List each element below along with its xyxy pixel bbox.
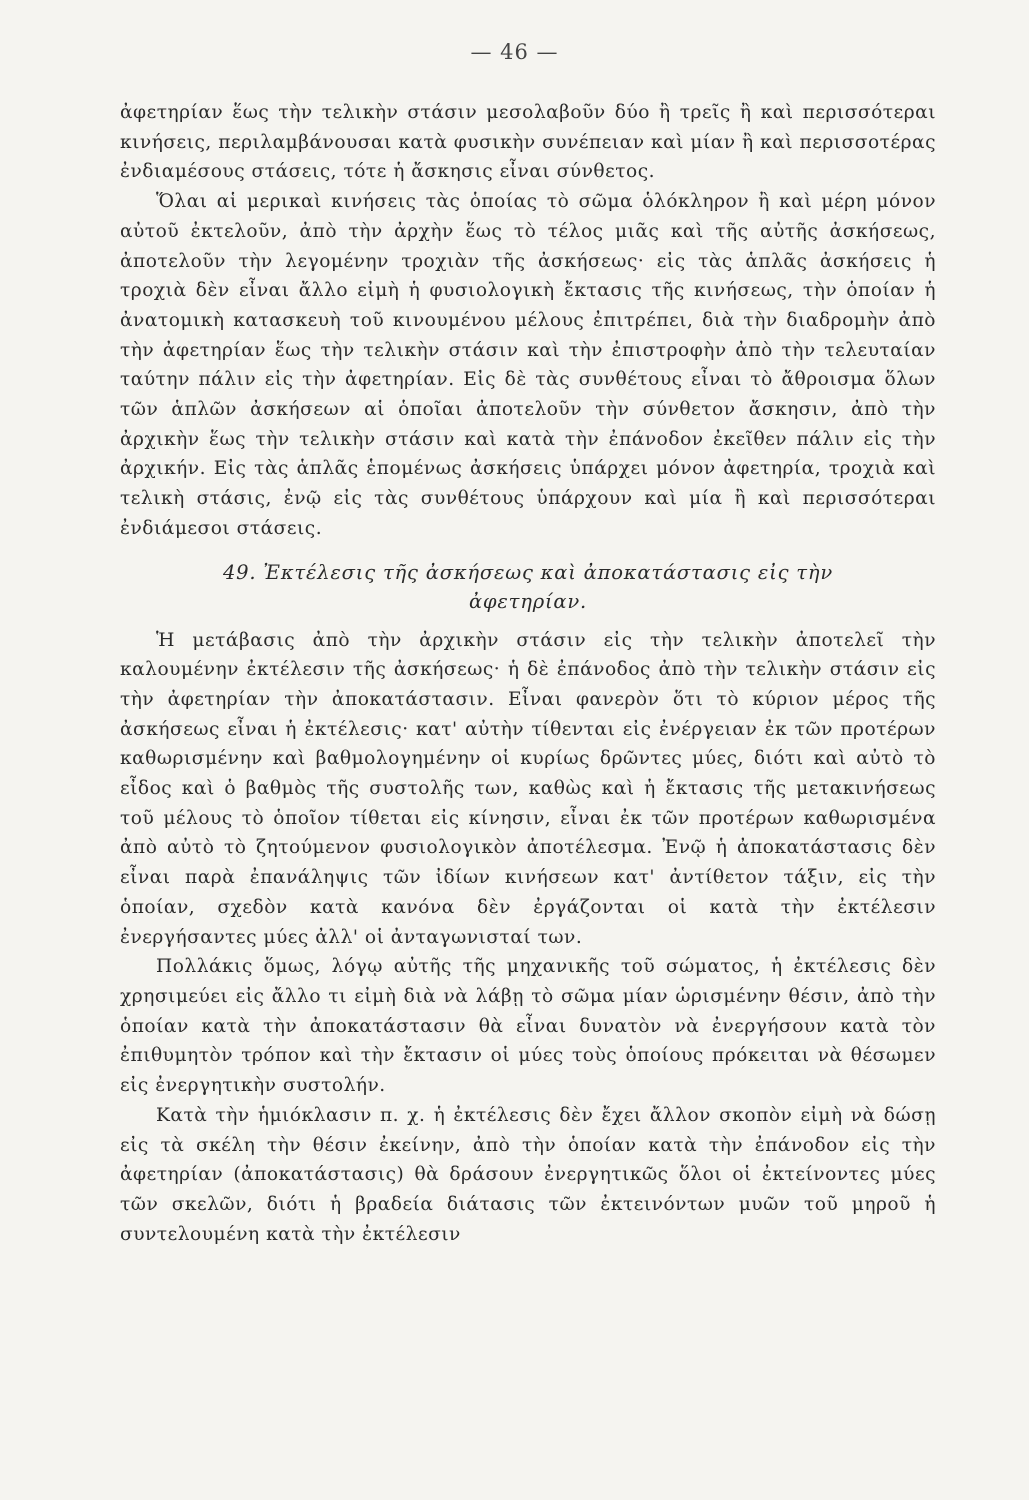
- section-heading: 49. Ἐκτέλεσις τῆς ἀσκήσεως καὶ ἀποκατάστασις εἰς τὴν ἀφετηρίαν.: [222, 560, 834, 613]
- paragraph-mechanics: Πολλάκις ὅμως, λόγῳ αὐτῆς τῆς μηχανικῆς τοῦ σώματος, ἡ ἐκτέλεσις δὲν χρησιμεύει εἰς ἄλλο τι εἰμὴ διὰ νὰ λάβῃ τὸ σῶμα μίαν ὡρισμένην θέσιν, ἀπὸ τὴν ὁποίαν κατὰ τὴν ἀποκατάστασιν θὰ εἶναι δυνατὸν νὰ ἐνεργήσουν κατὰ τὸν ἐπιθυμητὸν τρόπον καὶ τὴν ἔκτασιν οἱ μύες τοὺς ὁποίους πρόκειται νὰ θέσωμεν εἰς ἐνεργητικὴν συστολήν.: [120, 956, 936, 1097]
- page-number: — 46 —: [470, 40, 559, 64]
- paragraph-execution: Ἡ μετάβασις ἀπὸ τὴν ἀρχικὴν στάσιν εἰς τὴν τελικὴν ἀποτελεῖ τὴν καλουμένην ἐκτέλεσιν τῆς ἀσκήσεως· ἡ δὲ ἐπάνοδος ἀπὸ τὴν τελικὴν στάσιν εἰς τὴν ἀφετηρίαν τὴν ἀποκατάστασιν. Εἶναι φανερὸν ὅτι τὸ κύριον μέρος τῆς ἀσκήσεως εἶναι ἡ ἐκτέλεσις· κατ' αὐτὴν τίθενται εἰς ἐνέργειαν ἐκ τῶν προτέρων καθωρισμένην καὶ βαθμολογημένην οἱ κυρίως δρῶντες μύες, διότι καὶ αὐτὸ τὸ εἶδος καὶ ὁ βαθμὸς τῆς συστολῆς των, καθὼς καὶ ἡ ἔκτασις τῆς μετακινήσεως τοῦ μέλους τὸ ὁποῖον τίθεται εἰς κίνησιν, εἶναι ἐκ τῶν προτέρων καθωρισμένα ἀπὸ αὐτὸ τὸ ζητούμενον φυσιολογικὸν ἀποτέλεσμα. Ἐνῷ ἡ ἀποκατάστασις δὲν εἶναι παρὰ ἐπανάληψις τῶν ἰδίων κινήσεων κατ' ἀντίθετον τάξιν, εἰς τὴν ὁποίαν, σχεδὸν κατὰ κανόνα δὲν ἐργάζονται οἱ κατὰ τὴν ἐκτέλεσιν ἐνεργήσαντες μύες ἀλλ' οἱ ἀνταγωνισταί των.: [120, 629, 936, 948]
- body-text: [120, 98, 936, 1249]
- paragraph-trajectory: Ὅλαι αἱ μερικαὶ κινήσεις τὰς ὁποίας τὸ σῶμα ὁλόκληρον ἢ καὶ μέρη μόνον αὐτοῦ ἐκτελοῦν, ἀπὸ τὴν ἀρχὴν ἕως τὸ τέλος μιᾶς καὶ τῆς αὐτῆς ἀσκήσεως, ἀποτελοῦν τὴν λεγομένην τροχιὰν τῆς ἀσκήσεως· εἰς τὰς ἁπλᾶς ἀσκήσεις ἡ τροχιὰ δὲν εἶναι ἄλλο εἰμὴ ἡ φυσιολογικὴ ἔκτασις τῆς κινήσεως, τὴν ὁποίαν ἡ ἀνατομικὴ κατασκευὴ τοῦ κινουμένου μέλους ἐπιτρέπει, διὰ τὴν διαδρομὴν ἀπὸ τὴν ἀφετηρίαν ἕως τὴν τελικὴν στάσιν καὶ τὴν ἐπιστροφὴν ἀπὸ τὴν τελευταίαν ταύτην πάλιν εἰς τὴν ἀφετηρίαν. Εἰς δὲ τὰς συνθέτους εἶναι τὸ ἄθροισμα ὅλων τῶν ἁπλῶν ἀσκήσεων αἱ ὁποῖαι ἀποτελοῦν τὴν σύνθετον ἄσκησιν, ἀπὸ τὴν ἀρχικὴν ἕως τὴν τελικὴν στάσιν καὶ κατὰ τὴν ἐπάνοδον ἐκεῖθεν πάλιν εἰς τὴν ἀρχικήν. Εἰς τὰς ἁπλᾶς ἑπομένως ἀσκήσεις ὑπάρχει μόνον ἀφετηρία, τροχιὰ καὶ τελικὴ στάσις, ἐνῷ εἰς τὰς συνθέτους ὑπάρχουν καὶ μία ἢ καὶ περισσότεραι ἐνδιάμεσοι στάσεις.: [120, 191, 936, 539]
- paragraph-continuation: ἀφετηρίαν ἕως τὴν τελικὴν στάσιν μεσολαβοῦν δύο ἢ τρεῖς ἢ καὶ περισσότεραι κινήσεις, περιλαμβάνουσαι κατὰ φυσικὴν συνέπειαν καὶ μίαν ἢ καὶ περισσοτέρας ἐνδιαμέσους στάσεις, τότε ἡ ἄσκησις εἶναι σύνθετος.: [120, 102, 936, 183]
- paragraph-example: Κατὰ τὴν ἡμιόκλασιν π. χ. ἡ ἐκτέλεσις δὲν ἔχει ἄλλον σκοπὸν εἰμὴ νὰ δώσῃ εἰς τὰ σκέλη τὴν θέσιν ἐκείνην, ἀπὸ τὴν ὁποίαν κατὰ τὴν ἐπάνοδον εἰς τὴν ἀφετηρίαν (ἀποκατάστασις) θὰ δράσουν ἐνεργητικῶς ὅλοι οἱ ἐκτείνοντες μύες τῶν σκελῶν, διότι ἡ βραδεία διάτασις τῶν ἐκτεινόντων μυῶν τοῦ μηροῦ ἡ συντελουμένη κατὰ τὴν ἐκτέλεσιν: [120, 1104, 936, 1245]
